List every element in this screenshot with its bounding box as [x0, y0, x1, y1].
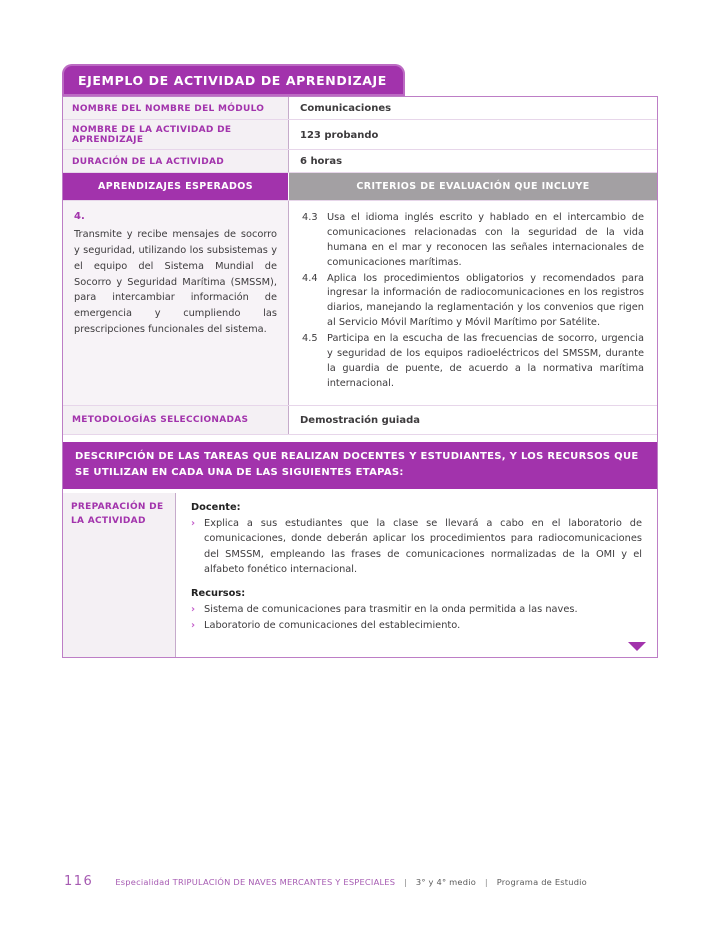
activity-title-tab: EJEMPLO DE ACTIVIDAD DE APRENDIZAJE [62, 64, 405, 96]
spacer [63, 435, 657, 442]
criterion-number: 4.4 [302, 272, 318, 284]
methodology-label: METODOLOGÍAS SELECCIONADAS [63, 406, 289, 434]
bullet-icon: › [191, 620, 196, 632]
criterion-number: 4.5 [302, 333, 318, 345]
criterion-text: Participa en la escucha de las frecuencias de socorro, urgencia y seguridad de los equipos radioeléctricos del SMSSM, durante la guardia de puente, de acuerdo a la normativa marítima internacional. [327, 333, 644, 389]
evaluation-criteria-header: CRITERIOS DE EVALUACIÓN QUE INCLUYE [289, 173, 657, 200]
learning-text: Transmite y recibe mensajes de socorro y seguridad, utilizando los subsistemas y el equipo del Sistema Mundial de Socorro y Seguridad Marítima (SMSSM), para intercambiar información de emergencia y cumpliendo las prescripciones funcionales del sistema. [74, 229, 277, 336]
docente-item-text: Explica a sus estudiantes que la clase se llevará a cabo en el laboratorio de comunicaciones, donde deberán aplicar los procedimientos para radiocomunicaciones del SMSSM, empleando las frases de comunicaciones normalizadas de la OMI y el alfabeto fonético internacional. [204, 517, 642, 576]
table-row [63, 120, 657, 150]
grade-text: 3° y 4° medio [415, 877, 476, 887]
criterion-item [302, 332, 644, 392]
docente-heading: Docente: [191, 501, 241, 513]
module-name-value: Comunicaciones [300, 103, 392, 114]
criterion-text: Aplica los procedimientos obligatorios y recomendados para ingresar la información de radiocomunicaciones en los registros diarios, manejando la reglamentación y los convenios que rigen al Servicio Móvil Marítimo y Móvil Marítimo por Satélite. [327, 272, 644, 329]
list-item [191, 618, 642, 633]
duration-label: DURACIÓN DE LA ACTIVIDAD [63, 150, 289, 172]
footer-separator: | [484, 877, 488, 887]
tasks-description-banner: DESCRIPCIÓN DE LAS TAREAS QUE REALIZAN DOCENTES Y ESTUDIANTES, Y LOS RECURSOS QUE SE UTILIZAN EN CADA UNA DE LAS SIGUIENTES ETAPAS: [63, 442, 657, 489]
recursos-heading: Recursos: [191, 587, 246, 599]
table-row [63, 97, 657, 120]
criterion-item [302, 272, 644, 332]
preparation-label: PREPARACIÓN DE LA ACTIVIDAD [63, 493, 176, 657]
page-number: 116 [64, 874, 94, 889]
page-footer [64, 874, 587, 889]
preparation-row [63, 493, 657, 657]
criterion-text: Usa el idioma inglés escrito y hablado en el intercambio de comunicaciones relacionadas con la seguridad de la vida humana en el mar y reconocen las señales internacionales de comunicaciones marítimas. [327, 212, 644, 268]
duration-value: 6 horas [300, 156, 343, 167]
content-row [63, 201, 657, 406]
activity-name-value: 123 probando [300, 129, 379, 141]
activity-name-label: NOMBRE DE LA ACTIVIDAD DE APRENDIZAJE [63, 120, 289, 149]
continuation-arrow-icon [628, 642, 646, 651]
specialty-text: Especialidad TRIPULACIÓN DE NAVES MERCANTES Y ESPECIALES [115, 877, 396, 887]
expected-learning-header: APRENDIZAJES ESPERADOS [63, 173, 289, 200]
evaluation-criteria-cell [289, 201, 657, 405]
activity-document [62, 64, 658, 658]
learning-number: 4. [74, 211, 85, 222]
criterion-item [302, 211, 644, 271]
preparation-content [176, 493, 657, 657]
list-item [191, 516, 642, 578]
bullet-icon: › [191, 517, 196, 529]
methodology-value: Demostración guiada [300, 414, 420, 426]
recursos-item-text: Laboratorio de comunicaciones del establecimiento. [204, 620, 461, 632]
footer-text [115, 877, 587, 887]
table-row [63, 150, 657, 173]
list-item [191, 602, 642, 617]
module-name-label: NOMBRE DEL NOMBRE DEL MÓDULO [63, 97, 289, 119]
footer-separator: | [404, 877, 408, 887]
criterion-number: 4.3 [302, 212, 318, 223]
recursos-item-text: Sistema de comunicaciones para trasmitir en la onda permitida a las naves. [204, 603, 578, 615]
bullet-icon: › [191, 603, 196, 615]
column-headers [63, 173, 657, 201]
expected-learning-cell [63, 201, 289, 405]
activity-table [62, 96, 658, 658]
program-text: Programa de Estudio [496, 877, 587, 887]
methodology-row [63, 406, 657, 435]
